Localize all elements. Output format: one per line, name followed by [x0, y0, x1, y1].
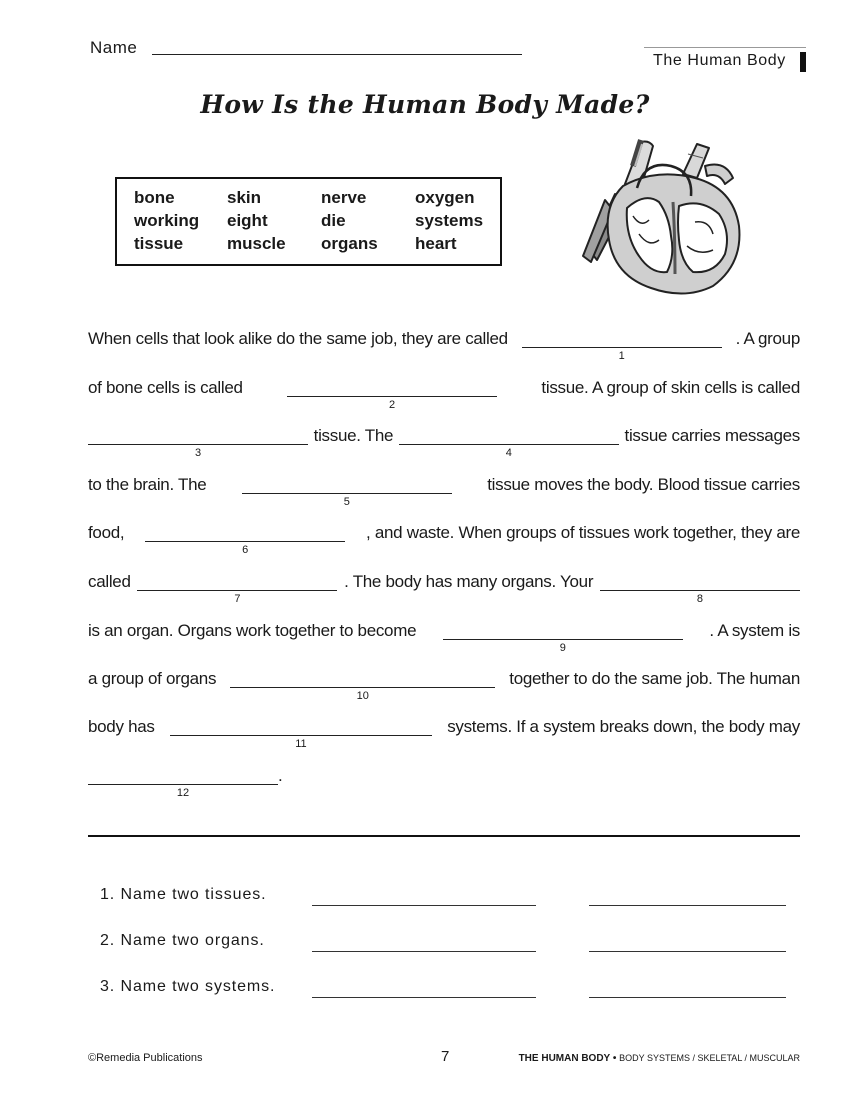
blank-number: 6	[242, 544, 249, 556]
answer-line-3b[interactable]	[589, 997, 786, 998]
passage-text: systems. If a system breaks down, the body may	[447, 717, 800, 736]
passage-text: . The body has many organs. Your	[344, 572, 594, 591]
blank-number: 11	[295, 738, 307, 750]
passage-text: called	[88, 572, 131, 591]
footer-book-name: THE HUMAN BODY	[518, 1053, 611, 1064]
passage-line	[88, 621, 800, 654]
passage-text: tissue carries messages	[624, 426, 800, 445]
blank-number: 4	[505, 447, 512, 459]
word-bank-item: oxygen	[415, 188, 475, 207]
question-3: 3. Name two systems.	[100, 978, 276, 995]
passage-text: food,	[88, 523, 125, 542]
word-bank-item: organs	[321, 234, 378, 253]
passage-line	[88, 426, 800, 459]
passage-text: of bone cells is called	[88, 378, 243, 397]
word-bank-item: working	[134, 211, 200, 230]
passage-line	[88, 329, 800, 362]
blank-number: 3	[194, 447, 202, 459]
footer-bullet: •	[610, 1053, 620, 1064]
footer-copyright: ©Remedia Publications	[88, 1052, 203, 1064]
section-bar	[800, 52, 806, 72]
answer-blank-10[interactable]	[230, 669, 495, 702]
answer-blank-11[interactable]	[170, 717, 432, 750]
blank-number: 8	[696, 593, 704, 605]
section-tag	[644, 47, 806, 71]
passage-line	[88, 523, 800, 556]
answer-blank-2[interactable]	[287, 378, 497, 411]
passage-line	[88, 766, 800, 799]
passage-text: body has	[88, 717, 155, 736]
passage-text: . A group	[735, 329, 800, 348]
passage-text: tissue moves the body. Blood tissue carries	[487, 475, 800, 494]
word-bank-item: skin	[227, 188, 262, 207]
blank-number: 5	[343, 496, 350, 508]
name-label: Name	[90, 38, 138, 57]
footer-book-title	[519, 1053, 800, 1064]
answer-blank-1[interactable]	[522, 329, 722, 362]
blank-number: 9	[559, 642, 566, 654]
page-number: 7	[441, 1048, 450, 1065]
answer-blank-7[interactable]	[137, 572, 337, 605]
blank-number: 7	[234, 593, 241, 605]
passage-text: is an organ. Organs work together to become	[88, 621, 417, 640]
passage-line	[88, 717, 800, 750]
question-1: 1. Name two tissues.	[100, 886, 267, 903]
blank-number: 1	[618, 350, 625, 362]
word-bank-item: heart	[415, 234, 457, 253]
passage-text: , and waste. When groups of tissues work together, they are	[366, 523, 800, 542]
blank-number: 2	[389, 399, 396, 411]
passage-text: When cells that look alike do the same job, they are called	[88, 329, 508, 348]
passage-text: a group of organs	[88, 669, 217, 688]
blank-number: 12	[176, 787, 190, 799]
answer-blank-3[interactable]	[88, 426, 308, 459]
page-title: How Is the Human Body Made?	[200, 90, 650, 119]
word-bank-item: bone	[134, 188, 175, 207]
passage-line	[88, 669, 800, 702]
word-bank-item: eight	[227, 211, 268, 230]
passage-text: tissue. A group of skin cells is called	[541, 378, 800, 397]
passage-line	[88, 475, 800, 508]
answer-line-2a[interactable]	[312, 951, 536, 952]
blank-number: 10	[356, 690, 369, 702]
passage-line	[88, 378, 800, 411]
answer-blank-4[interactable]	[399, 426, 619, 459]
passage-line	[88, 572, 800, 605]
heart-illustration	[575, 136, 745, 296]
answer-blank-12[interactable]	[88, 766, 278, 799]
answer-blank-8[interactable]	[600, 572, 800, 605]
answer-line-2b[interactable]	[589, 951, 786, 952]
passage-text: together to do the same job. The human	[509, 669, 800, 688]
word-bank-item: systems	[415, 211, 484, 230]
word-bank	[115, 177, 502, 266]
name-input-line[interactable]	[152, 54, 522, 55]
answer-line-3a[interactable]	[312, 997, 536, 998]
word-bank-item: nerve	[321, 188, 367, 207]
answer-blank-5[interactable]	[242, 475, 452, 508]
passage-text: tissue. The	[313, 426, 394, 445]
answer-line-1b[interactable]	[589, 905, 786, 906]
word-bank-item: die	[321, 211, 346, 230]
word-bank-item: muscle	[227, 234, 286, 253]
section-divider	[88, 835, 800, 837]
passage-text: . A system is	[709, 621, 800, 640]
answer-blank-9[interactable]	[443, 621, 683, 654]
question-2: 2. Name two organs.	[100, 932, 265, 949]
passage-text: to the brain. The	[88, 475, 207, 494]
word-bank-item: tissue	[134, 234, 184, 253]
section-title: The Human Body	[653, 52, 786, 69]
passage-text: .	[278, 766, 283, 785]
answer-blank-6[interactable]	[145, 523, 345, 556]
footer-book-subtitle: BODY SYSTEMS / SKELETAL / MUSCULAR	[619, 1053, 800, 1063]
answer-line-1a[interactable]	[312, 905, 536, 906]
